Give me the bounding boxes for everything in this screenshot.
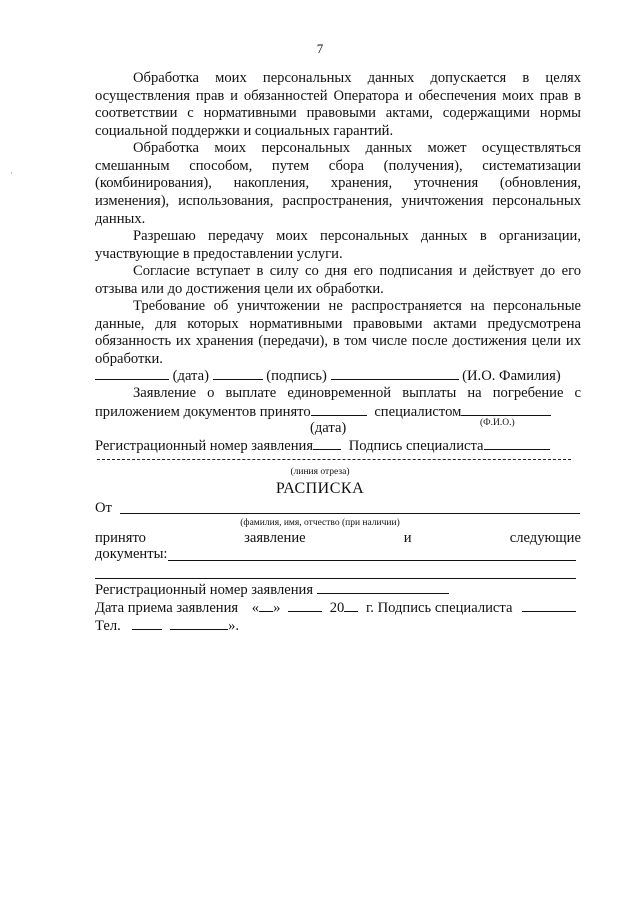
month-blank bbox=[288, 599, 322, 612]
receipt-signature-blank bbox=[522, 599, 576, 612]
date-label: (дата) bbox=[172, 368, 209, 384]
year-prefix: 20 bbox=[329, 600, 345, 616]
accepted-word-4: следующие bbox=[509, 530, 581, 546]
signature-blank-1 bbox=[213, 367, 263, 380]
paragraph-processing-purpose: Обработка моих персональных данных допускается в целях осуществления прав и обязанностей Оператора и обеспечения моих прав в соответствии с нормативными правовыми актами, содержащими нормы социальной поддержки и социальных гарантий. bbox=[95, 70, 581, 140]
cut-line bbox=[97, 459, 571, 460]
margin-mark: · bbox=[10, 168, 13, 178]
registration-label: Регистрационный номер заявления bbox=[95, 438, 314, 454]
documents-blank-2 bbox=[95, 578, 576, 579]
accepted-label: приложением документов принято bbox=[95, 404, 311, 420]
accepted-word-3: и bbox=[403, 530, 412, 546]
paragraph-processing-methods: Обработка моих персональных данных может осуществляться смешанным способом, путем сбора (получения), систематизации (комбинирования), накопления, хранения, уточнения (обновления, изменения), использования, распространения, уничтожения персональных данных. bbox=[95, 140, 581, 227]
phone-end: ». bbox=[228, 618, 240, 634]
name-blank bbox=[331, 367, 459, 380]
accepted-date-blank bbox=[311, 403, 367, 416]
year-blank bbox=[344, 599, 358, 612]
day-blank bbox=[259, 599, 273, 612]
receipt-from-label: От bbox=[95, 500, 112, 516]
paragraph-destruction-requirement: Требование об уничтожении не распространяется на персональные данные, для которых нормативными правовыми актами предусмотрена обязанность их хранения (передачи), в том числе после достижения цели их обработки. bbox=[95, 298, 581, 368]
specialist-signature-blank bbox=[484, 437, 550, 450]
receipt-documents-label: документы: bbox=[95, 546, 168, 562]
paragraph-transfer-permission: Разрешаю передачу моих персональных данных в организации, участвующие в предоставлении услуги. bbox=[95, 228, 581, 262]
registration-line bbox=[95, 437, 581, 456]
specialist-fio-blank bbox=[461, 403, 551, 416]
date-blank bbox=[95, 367, 169, 380]
signature-label: (подпись) bbox=[266, 368, 327, 384]
date-open-quote: « bbox=[251, 600, 260, 616]
page-number: 7 bbox=[316, 41, 324, 56]
receipt-date-line bbox=[95, 599, 581, 618]
phone-line bbox=[95, 617, 581, 636]
phone-blank-1 bbox=[132, 617, 162, 630]
receipt-registration-blank bbox=[317, 581, 449, 594]
name-label: (И.О. Фамилия) bbox=[462, 368, 561, 384]
receipt-title: РАСПИСКА bbox=[275, 480, 365, 497]
receipt-date-label: Дата приема заявления bbox=[95, 600, 239, 616]
specialist-label: специалистом bbox=[374, 404, 462, 420]
signature-line bbox=[95, 367, 581, 386]
receipt-signature-label: г. Подпись специалиста bbox=[365, 600, 513, 616]
phone-blank-2 bbox=[170, 617, 228, 630]
receipt-fio-hint: (фамилия, имя, отчество (при наличии) bbox=[240, 518, 400, 528]
application-line-1: Заявление о выплате единовременной выплаты на погребение с bbox=[133, 385, 581, 401]
fio-hint: (Ф.И.О.) bbox=[480, 418, 515, 428]
cut-line-label: (линия отреза) bbox=[290, 467, 350, 477]
phone-label: Тел. bbox=[95, 618, 121, 634]
date-close-quote: » bbox=[273, 600, 281, 616]
receipt-from-blank bbox=[120, 513, 580, 514]
accepted-word-1: принято bbox=[95, 530, 146, 546]
documents-blank-1 bbox=[168, 560, 576, 561]
application-date-hint: (дата) bbox=[310, 420, 347, 436]
receipt-registration-line bbox=[95, 581, 581, 600]
specialist-signature-label: Подпись специалиста bbox=[348, 438, 484, 454]
accepted-word-2: заявление bbox=[244, 530, 306, 546]
receipt-registration-label: Регистрационный номер заявления bbox=[95, 582, 314, 598]
paragraph-consent-validity: Согласие вступает в силу со дня его подписания и действует до его отзыва или до достижения цели их обработки. bbox=[95, 263, 581, 297]
registration-blank bbox=[313, 437, 341, 450]
